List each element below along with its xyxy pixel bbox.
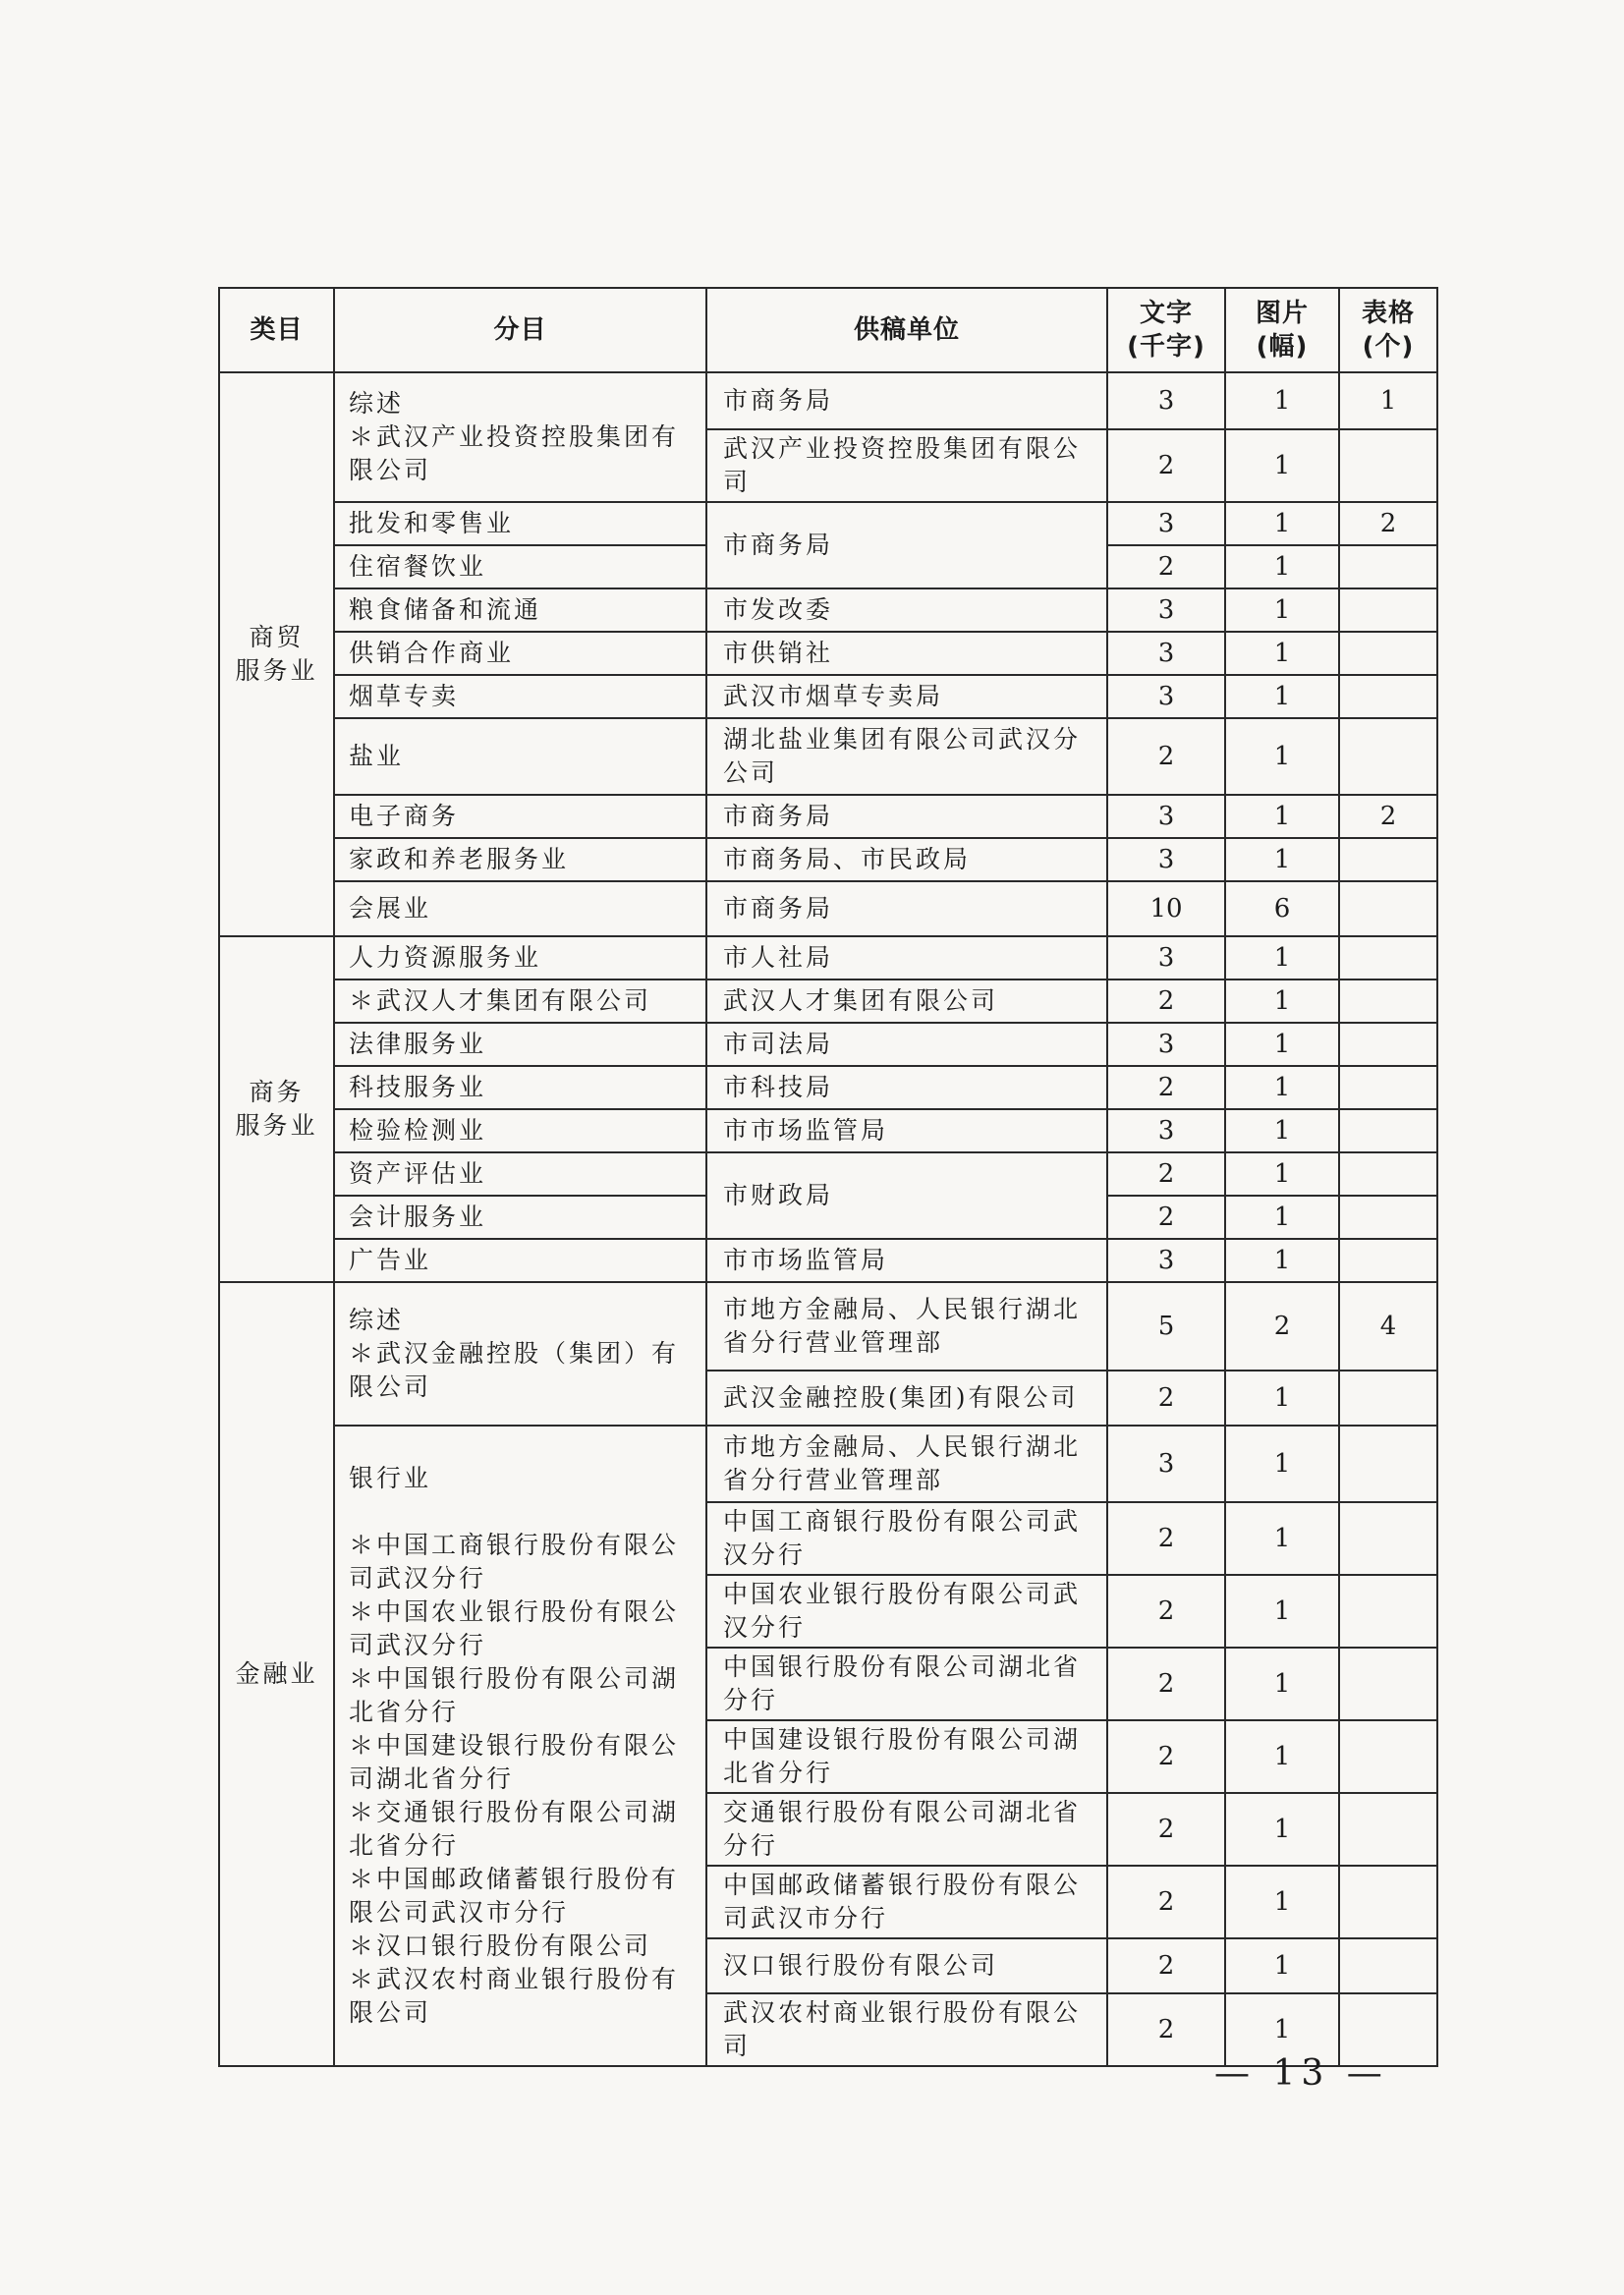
pictures-cell: 1: [1225, 1866, 1339, 1938]
words-cell: 3: [1107, 502, 1225, 545]
pictures-cell: 1: [1225, 936, 1339, 980]
contributor-cell: 市人社局: [706, 936, 1107, 980]
pictures-cell: 1: [1225, 718, 1339, 795]
tables-cell: 2: [1339, 795, 1437, 838]
contributor-cell: 中国邮政储蓄银行股份有限公 司武汉市分行: [706, 1866, 1107, 1938]
tables-cell: [1339, 1575, 1437, 1648]
category-cell: 金融业: [219, 1282, 334, 2066]
words-cell: 2: [1107, 1866, 1225, 1938]
words-cell: 3: [1107, 1023, 1225, 1066]
table-row: [219, 372, 1437, 429]
contributor-cell: 中国农业银行股份有限公司武 汉分行: [706, 1575, 1107, 1648]
pictures-cell: 1: [1225, 429, 1339, 502]
table-row: [219, 1023, 1437, 1066]
pictures-cell: 1: [1225, 632, 1339, 675]
pictures-cell: 1: [1225, 1793, 1339, 1866]
tables-cell: [1339, 1371, 1437, 1426]
contributor-cell: 市地方金融局、人民银行湖北 省分行营业管理部: [706, 1282, 1107, 1371]
tables-cell: [1339, 588, 1437, 632]
subcategory-cell: 会计服务业: [334, 1196, 706, 1239]
contributor-cell: 武汉市烟草专卖局: [706, 675, 1107, 718]
tables-cell: [1339, 675, 1437, 718]
table-row: [219, 1239, 1437, 1282]
pictures-cell: 1: [1225, 1648, 1339, 1720]
subcategory-cell: 广告业: [334, 1239, 706, 1282]
subcategory-cell: 粮食储备和流通: [334, 588, 706, 632]
tables-cell: [1339, 1152, 1437, 1196]
pictures-cell: 1: [1225, 1066, 1339, 1109]
category-cell: 商贸 服务业: [219, 372, 334, 936]
pictures-cell: 1: [1225, 1371, 1339, 1426]
words-cell: 2: [1107, 718, 1225, 795]
tables-cell: [1339, 1866, 1437, 1938]
contributor-cell: 市供销社: [706, 632, 1107, 675]
table-row: [219, 1152, 1437, 1196]
contributor-cell: 武汉产业投资控股集团有限公司: [706, 429, 1107, 502]
pictures-cell: 1: [1225, 502, 1339, 545]
contributor-cell: 市商务局、市民政局: [706, 838, 1107, 881]
header-words: 文字 (千字): [1107, 288, 1225, 372]
words-cell: 3: [1107, 1109, 1225, 1152]
table-row: [219, 1282, 1437, 1371]
contributor-cell: 市市场监管局: [706, 1109, 1107, 1152]
contributor-cell: 汉口银行股份有限公司: [706, 1938, 1107, 1993]
contributor-cell: 市商务局: [706, 881, 1107, 936]
subcategory-cell: 综述 ＊武汉金融控股（集团）有 限公司: [334, 1282, 706, 1426]
tables-cell: [1339, 1066, 1437, 1109]
table-row: [219, 838, 1437, 881]
contributor-cell: 市司法局: [706, 1023, 1107, 1066]
tables-cell: 1: [1339, 372, 1437, 429]
table-row: [219, 881, 1437, 936]
header-contributor: 供稿单位: [706, 288, 1107, 372]
subcategory-cell: 家政和养老服务业: [334, 838, 706, 881]
pictures-cell: 2: [1225, 1282, 1339, 1371]
pictures-cell: 1: [1225, 1023, 1339, 1066]
words-cell: 2: [1107, 545, 1225, 588]
pictures-cell: 1: [1225, 1109, 1339, 1152]
words-cell: 2: [1107, 429, 1225, 502]
pictures-cell: 1: [1225, 1575, 1339, 1648]
pictures-cell: 1: [1225, 795, 1339, 838]
tables-cell: [1339, 1239, 1437, 1282]
tables-cell: [1339, 545, 1437, 588]
contribution-table: [218, 287, 1438, 2067]
subcategory-cell: 综述 ＊武汉产业投资控股集团有 限公司: [334, 372, 706, 502]
header-row: [219, 288, 1437, 372]
subcategory-cell: 住宿餐饮业: [334, 545, 706, 588]
contributor-cell: 市财政局: [706, 1152, 1107, 1239]
header-category: 类目: [219, 288, 334, 372]
tables-cell: [1339, 1426, 1437, 1502]
words-cell: 3: [1107, 588, 1225, 632]
pictures-cell: 1: [1225, 372, 1339, 429]
contributor-cell: 武汉农村商业银行股份有限公司: [706, 1993, 1107, 2066]
table-row: [219, 718, 1437, 795]
pictures-cell: 1: [1225, 1152, 1339, 1196]
words-cell: 2: [1107, 1938, 1225, 1993]
subcategory-cell: 检验检测业: [334, 1109, 706, 1152]
pictures-cell: 1: [1225, 1196, 1339, 1239]
words-cell: 2: [1107, 1371, 1225, 1426]
page-number: — 13 —: [1214, 2053, 1388, 2094]
pictures-cell: 1: [1225, 1502, 1339, 1575]
tables-cell: [1339, 1720, 1437, 1793]
words-cell: 2: [1107, 1720, 1225, 1793]
words-cell: 2: [1107, 1793, 1225, 1866]
words-cell: 2: [1107, 1575, 1225, 1648]
header-pictures: 图片 (幅): [1225, 288, 1339, 372]
pictures-cell: 1: [1225, 1720, 1339, 1793]
words-cell: 10: [1107, 881, 1225, 936]
words-cell: 3: [1107, 936, 1225, 980]
tables-cell: 4: [1339, 1282, 1437, 1371]
header-tables: 表格 (个): [1339, 288, 1437, 372]
table-row: [219, 936, 1437, 980]
table-row: [219, 632, 1437, 675]
table-row: [219, 502, 1437, 545]
tables-cell: [1339, 980, 1437, 1023]
tables-cell: [1339, 1109, 1437, 1152]
subcategory-cell: 科技服务业: [334, 1066, 706, 1109]
contributor-cell: 中国建设银行股份有限公司湖 北省分行: [706, 1720, 1107, 1793]
table-row: [219, 795, 1437, 838]
subcategory-cell: 资产评估业: [334, 1152, 706, 1196]
subcategory-cell: 会展业: [334, 881, 706, 936]
words-cell: 3: [1107, 675, 1225, 718]
table-row: [219, 980, 1437, 1023]
words-cell: 3: [1107, 1239, 1225, 1282]
contributor-cell: 市科技局: [706, 1066, 1107, 1109]
words-cell: 3: [1107, 1426, 1225, 1502]
tables-cell: [1339, 1196, 1437, 1239]
tables-cell: 2: [1339, 502, 1437, 545]
words-cell: 2: [1107, 1066, 1225, 1109]
pictures-cell: 1: [1225, 838, 1339, 881]
subcategory-cell: 人力资源服务业: [334, 936, 706, 980]
table-body: [219, 372, 1437, 2066]
words-cell: 2: [1107, 1648, 1225, 1720]
contributor-cell: 交通银行股份有限公司湖北省 分行: [706, 1793, 1107, 1866]
contributor-cell: 湖北盐业集团有限公司武汉分 公司: [706, 718, 1107, 795]
words-cell: 2: [1107, 1196, 1225, 1239]
subcategory-cell: ＊武汉人才集团有限公司: [334, 980, 706, 1023]
tables-cell: [1339, 881, 1437, 936]
subcategory-cell: 盐业: [334, 718, 706, 795]
subcategory-cell: 电子商务: [334, 795, 706, 838]
tables-cell: [1339, 936, 1437, 980]
words-cell: 5: [1107, 1282, 1225, 1371]
subcategory-cell: 供销合作商业: [334, 632, 706, 675]
table-row: [219, 675, 1437, 718]
words-cell: 2: [1107, 1502, 1225, 1575]
subcategory-cell: 法律服务业: [334, 1023, 706, 1066]
tables-cell: [1339, 1502, 1437, 1575]
pictures-cell: 1: [1225, 545, 1339, 588]
words-cell: 3: [1107, 372, 1225, 429]
tables-cell: [1339, 1648, 1437, 1720]
words-cell: 2: [1107, 1152, 1225, 1196]
contributor-cell: 中国工商银行股份有限公司武 汉分行: [706, 1502, 1107, 1575]
contributor-cell: 武汉金融控股(集团)有限公司: [706, 1371, 1107, 1426]
tables-cell: [1339, 1023, 1437, 1066]
contributor-cell: 市市场监管局: [706, 1239, 1107, 1282]
pictures-cell: 1: [1225, 1426, 1339, 1502]
words-cell: 3: [1107, 795, 1225, 838]
words-cell: 2: [1107, 1993, 1225, 2066]
words-cell: 3: [1107, 838, 1225, 881]
words-cell: 2: [1107, 980, 1225, 1023]
subcategory-cell: 烟草专卖: [334, 675, 706, 718]
tables-cell: [1339, 632, 1437, 675]
subcategory-cell: 批发和零售业: [334, 502, 706, 545]
header-subcategory: 分目: [334, 288, 706, 372]
subcategory-cell: 银行业 ＊中国工商银行股份有限公 司武汉分行 ＊中国农业银行股份有限公 司武汉分行 ＊中国银行股份有限公司湖 北省分行 ＊中国建设银行股份有限公 司湖北省分行 ＊交通银行股份有限公司湖 北省分行 ＊中国邮政储蓄银行股份有 限公司武汉市分行 ＊汉口银行股份有限公司 ＊武汉农村商业银行股份有 限公司: [334, 1426, 706, 2066]
pictures-cell: 1: [1225, 1239, 1339, 1282]
pictures-cell: 1: [1225, 980, 1339, 1023]
table-row: [219, 1426, 1437, 1502]
contributor-cell: 中国银行股份有限公司湖北省 分行: [706, 1648, 1107, 1720]
contributor-cell: 市发改委: [706, 588, 1107, 632]
pictures-cell: 1: [1225, 675, 1339, 718]
words-cell: 3: [1107, 632, 1225, 675]
tables-cell: [1339, 1793, 1437, 1866]
tables-cell: [1339, 718, 1437, 795]
table-row: [219, 1066, 1437, 1109]
contributor-cell: 市商务局: [706, 795, 1107, 838]
pictures-cell: 1: [1225, 588, 1339, 632]
pictures-cell: 6: [1225, 881, 1339, 936]
table-row: [219, 1109, 1437, 1152]
pictures-cell: 1: [1225, 1938, 1339, 1993]
contributor-cell: 武汉人才集团有限公司: [706, 980, 1107, 1023]
tables-cell: [1339, 429, 1437, 502]
tables-cell: [1339, 1938, 1437, 1993]
category-cell: 商务 服务业: [219, 936, 334, 1282]
pictures-cell: 1: [1225, 1993, 1339, 2066]
tables-cell: [1339, 838, 1437, 881]
table-row: [219, 588, 1437, 632]
contributor-cell: 市商务局: [706, 372, 1107, 429]
contributor-cell: 市地方金融局、人民银行湖北 省分行营业管理部: [706, 1426, 1107, 1502]
contributor-cell: 市商务局: [706, 502, 1107, 588]
